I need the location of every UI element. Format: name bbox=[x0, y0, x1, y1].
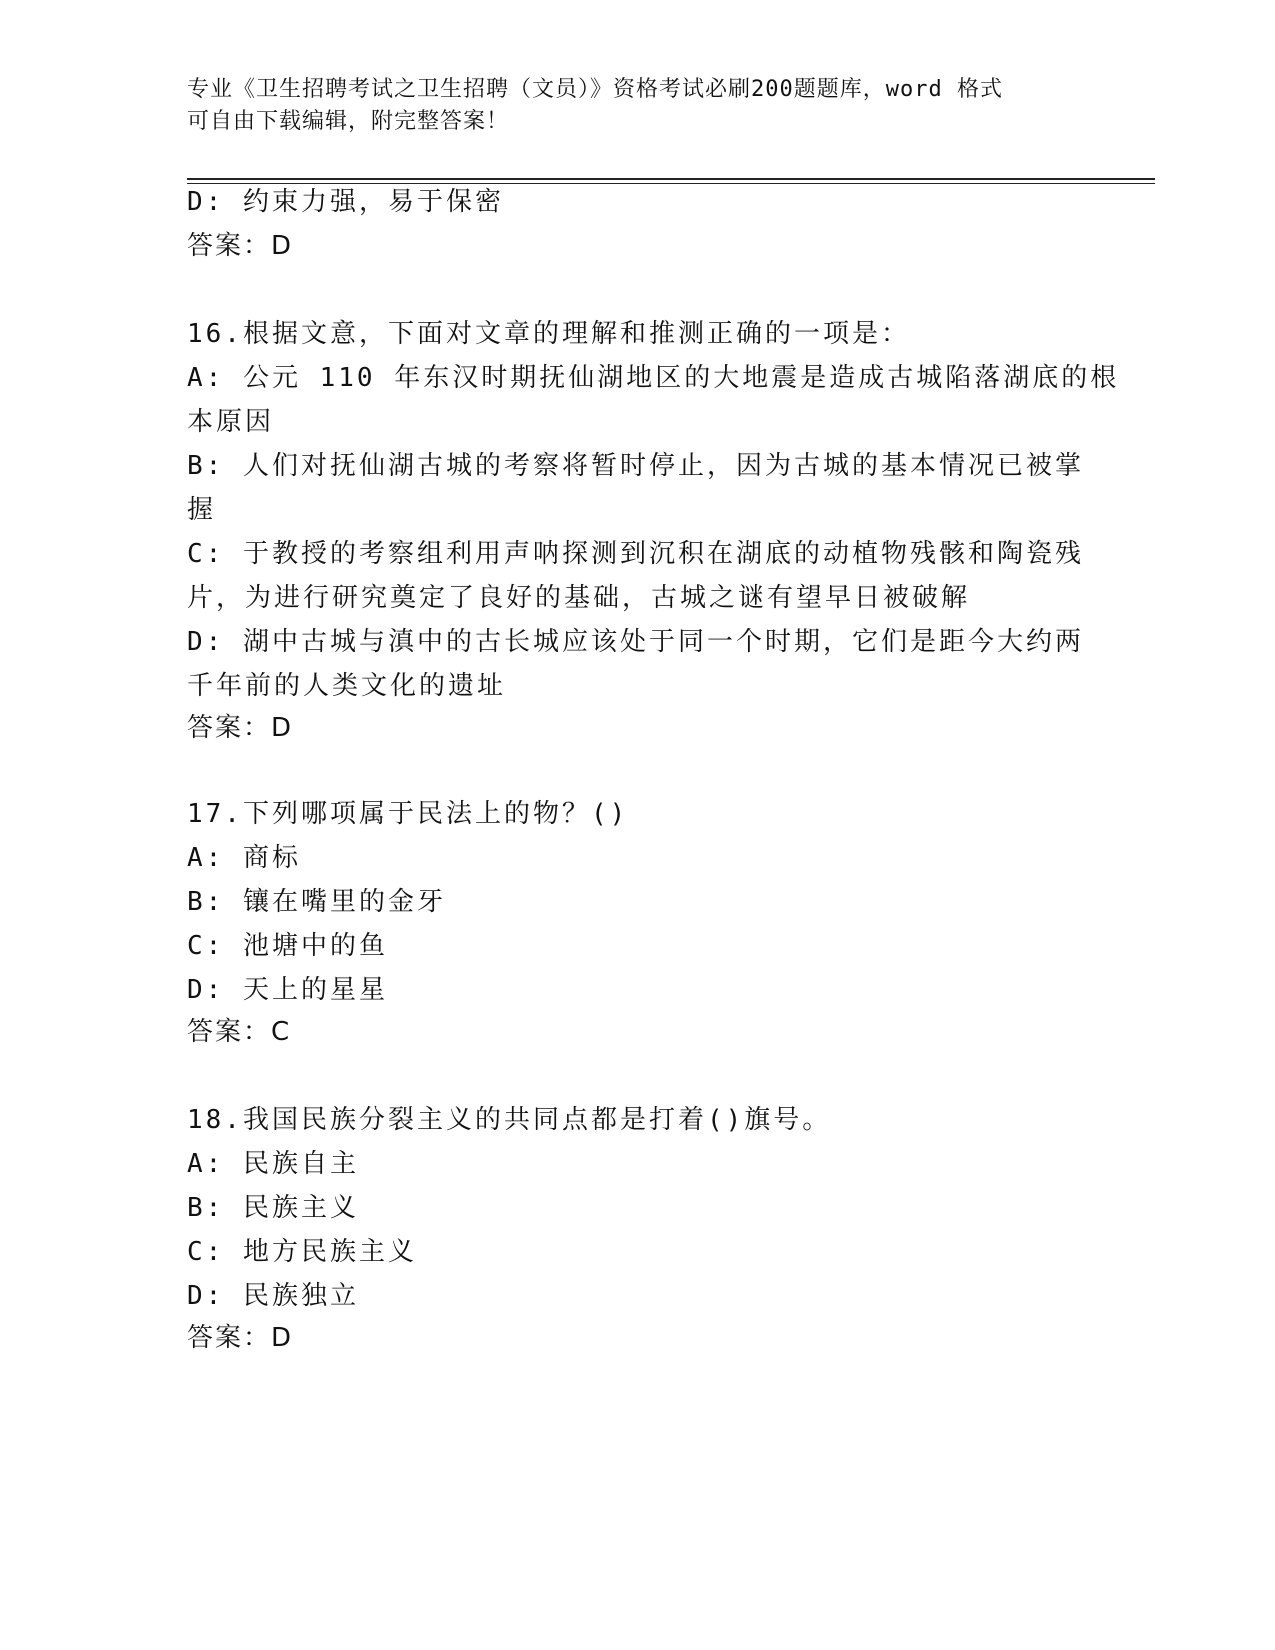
document-header bbox=[187, 74, 1087, 138]
q18-option-c: C: 地方民族主义 bbox=[187, 1237, 417, 1267]
q16-option-a-line2: 本原因 bbox=[187, 407, 275, 437]
header-line-1: 专业《卫生招聘考试之卫生招聘（文员）》资格考试必刷200题题库，word 格式 bbox=[187, 77, 1003, 102]
header-line-2: 可自由下载编辑，附完整答案！ bbox=[187, 109, 510, 134]
q18-option-b: B: 民族主义 bbox=[187, 1193, 359, 1223]
q18-option-a: A: 民族自主 bbox=[187, 1149, 359, 1179]
q17-option-d: D: 天上的星星 bbox=[187, 975, 388, 1005]
q16-answer: 答案：D bbox=[187, 713, 294, 743]
q16-option-b-line1: B: 人们对抚仙湖古城的考察将暂时停止，因为古城的基本情况已被掌 bbox=[187, 451, 1084, 481]
q16-option-c-line2: 片，为进行研究奠定了良好的基础，古城之谜有望早日被破解 bbox=[187, 583, 971, 613]
q16-option-a-line1: A: 公元 110 年东汉时期抚仙湖地区的大地震是造成古城陷落湖底的根 bbox=[187, 363, 1120, 393]
header-divider-thick bbox=[187, 178, 1155, 180]
q16-option-c-line1: C: 于教授的考察组利用声呐探测到沉积在湖底的动植物残骸和陶瓷残 bbox=[187, 539, 1084, 569]
q17-option-b: B: 镶在嘴里的金牙 bbox=[187, 887, 446, 917]
q17-stem: 17.下列哪项属于民法上的物？() bbox=[187, 799, 629, 829]
q18-answer: 答案：D bbox=[187, 1323, 294, 1353]
q16-stem: 16.根据文意，下面对文章的理解和推测正确的一项是： bbox=[187, 319, 910, 349]
q16-option-b-line2: 握 bbox=[187, 495, 217, 525]
q16-option-d-line2: 千年前的人类文化的遗址 bbox=[187, 671, 507, 701]
q18-option-d: D: 民族独立 bbox=[187, 1281, 359, 1311]
q18-stem: 18.我国民族分裂主义的共同点都是打着()旗号。 bbox=[187, 1105, 832, 1135]
q17-answer: 答案：C bbox=[187, 1017, 292, 1047]
q17-option-c: C: 池塘中的鱼 bbox=[187, 931, 388, 961]
prev-option-d: D: 约束力强，易于保密 bbox=[187, 187, 504, 217]
prev-answer: 答案：D bbox=[187, 231, 294, 261]
q16-option-d-line1: D: 湖中古城与滇中的古长城应该处于同一个时期，它们是距今大约两 bbox=[187, 627, 1084, 657]
q17-option-a: A: 商标 bbox=[187, 843, 301, 873]
